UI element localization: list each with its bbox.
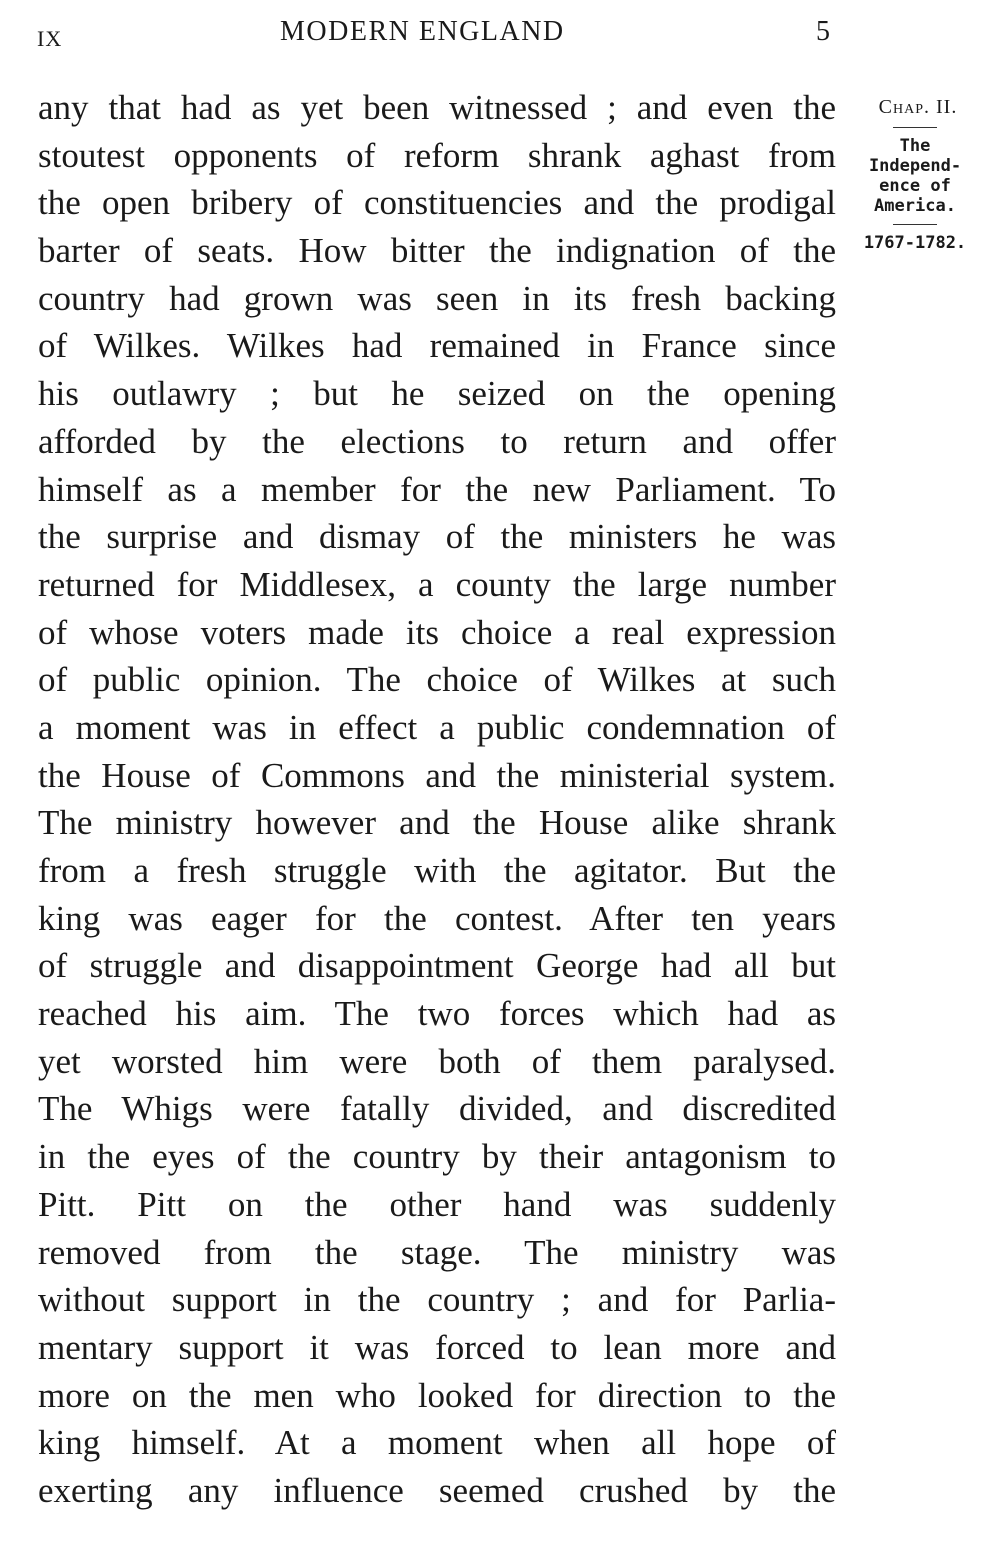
text-line: himself as a member for the new Parliament. To (38, 469, 836, 509)
text-line: without support in the country ; and for Parlia- (38, 1280, 836, 1320)
chapter-label: Chap. II. (878, 96, 958, 118)
margin-rule-bottom (893, 224, 937, 225)
text-line: The Whigs were fatally divided, and discredited (38, 1089, 836, 1129)
subject-note (852, 136, 978, 216)
running-title: MODERN ENGLAND (280, 16, 565, 47)
text-line: removed from the stage. The ministry was (38, 1232, 836, 1272)
text-line: Pitt. Pitt on the other hand was suddenly (38, 1184, 836, 1224)
text-line: of public opinion. The choice of Wilkes at such (38, 660, 836, 700)
text-line: of whose voters made its choice a real expression (38, 612, 836, 652)
subject-line: ence of (879, 176, 951, 196)
text-line: yet worsted him were both of them paralysed. (38, 1041, 836, 1081)
signature-mark: IX (37, 26, 63, 51)
text-line: his outlawry ; but he seized on the opening (38, 374, 836, 414)
text-line: of Wilkes. Wilkes had remained in France since (38, 326, 836, 366)
text-line: any that had as yet been witnessed ; and even the (38, 88, 836, 127)
subject-line: Independ- (868, 156, 962, 176)
margin-rule-top (893, 127, 937, 128)
text-line: in the eyes of the country by their antagonism to (38, 1137, 836, 1177)
text-line: king himself. At a moment when all hope of (38, 1423, 836, 1463)
subject-line: The (899, 136, 931, 156)
date-range: 1767-1782. (863, 233, 967, 253)
text-line: a moment was in effect a public condemnation of (38, 707, 836, 747)
text-line: stoutest opponents of reform shrank aghast from (38, 135, 836, 175)
text-line: king was eager for the contest. After ten years (38, 898, 836, 938)
text-line: mentary support it was forced to lean more and (38, 1327, 836, 1367)
text-line: the surprise and dismay of the ministers he was (38, 517, 836, 557)
page-header (0, 14, 1000, 54)
text-line: returned for Middlesex, a county the large number (38, 564, 836, 604)
text-line: the open bribery of constituencies and the prodigal (38, 183, 836, 223)
text-line: The ministry however and the House alike shrank (38, 803, 836, 843)
subject-line: America. (874, 196, 956, 216)
margin-note (852, 96, 978, 253)
text-line: from a fresh struggle with the agitator. But the (38, 851, 836, 890)
page-number: 5 (816, 16, 830, 47)
text-line: afforded by the elections to return and offer (38, 421, 836, 461)
text-line: barter of seats. How bitter the indignation of the (38, 231, 836, 271)
text-line: of struggle and disappointment George had all but (38, 946, 836, 986)
text-line: exerting any influence seemed crushed by the (38, 1470, 836, 1510)
text-line: reached his aim. The two forces which had as (38, 994, 836, 1034)
body-text (38, 84, 836, 1515)
text-line: more on the men who looked for direction to the (38, 1375, 836, 1415)
text-line: country had grown was seen in its fresh backing (38, 278, 836, 318)
text-line: the House of Commons and the ministerial system. (38, 755, 836, 795)
